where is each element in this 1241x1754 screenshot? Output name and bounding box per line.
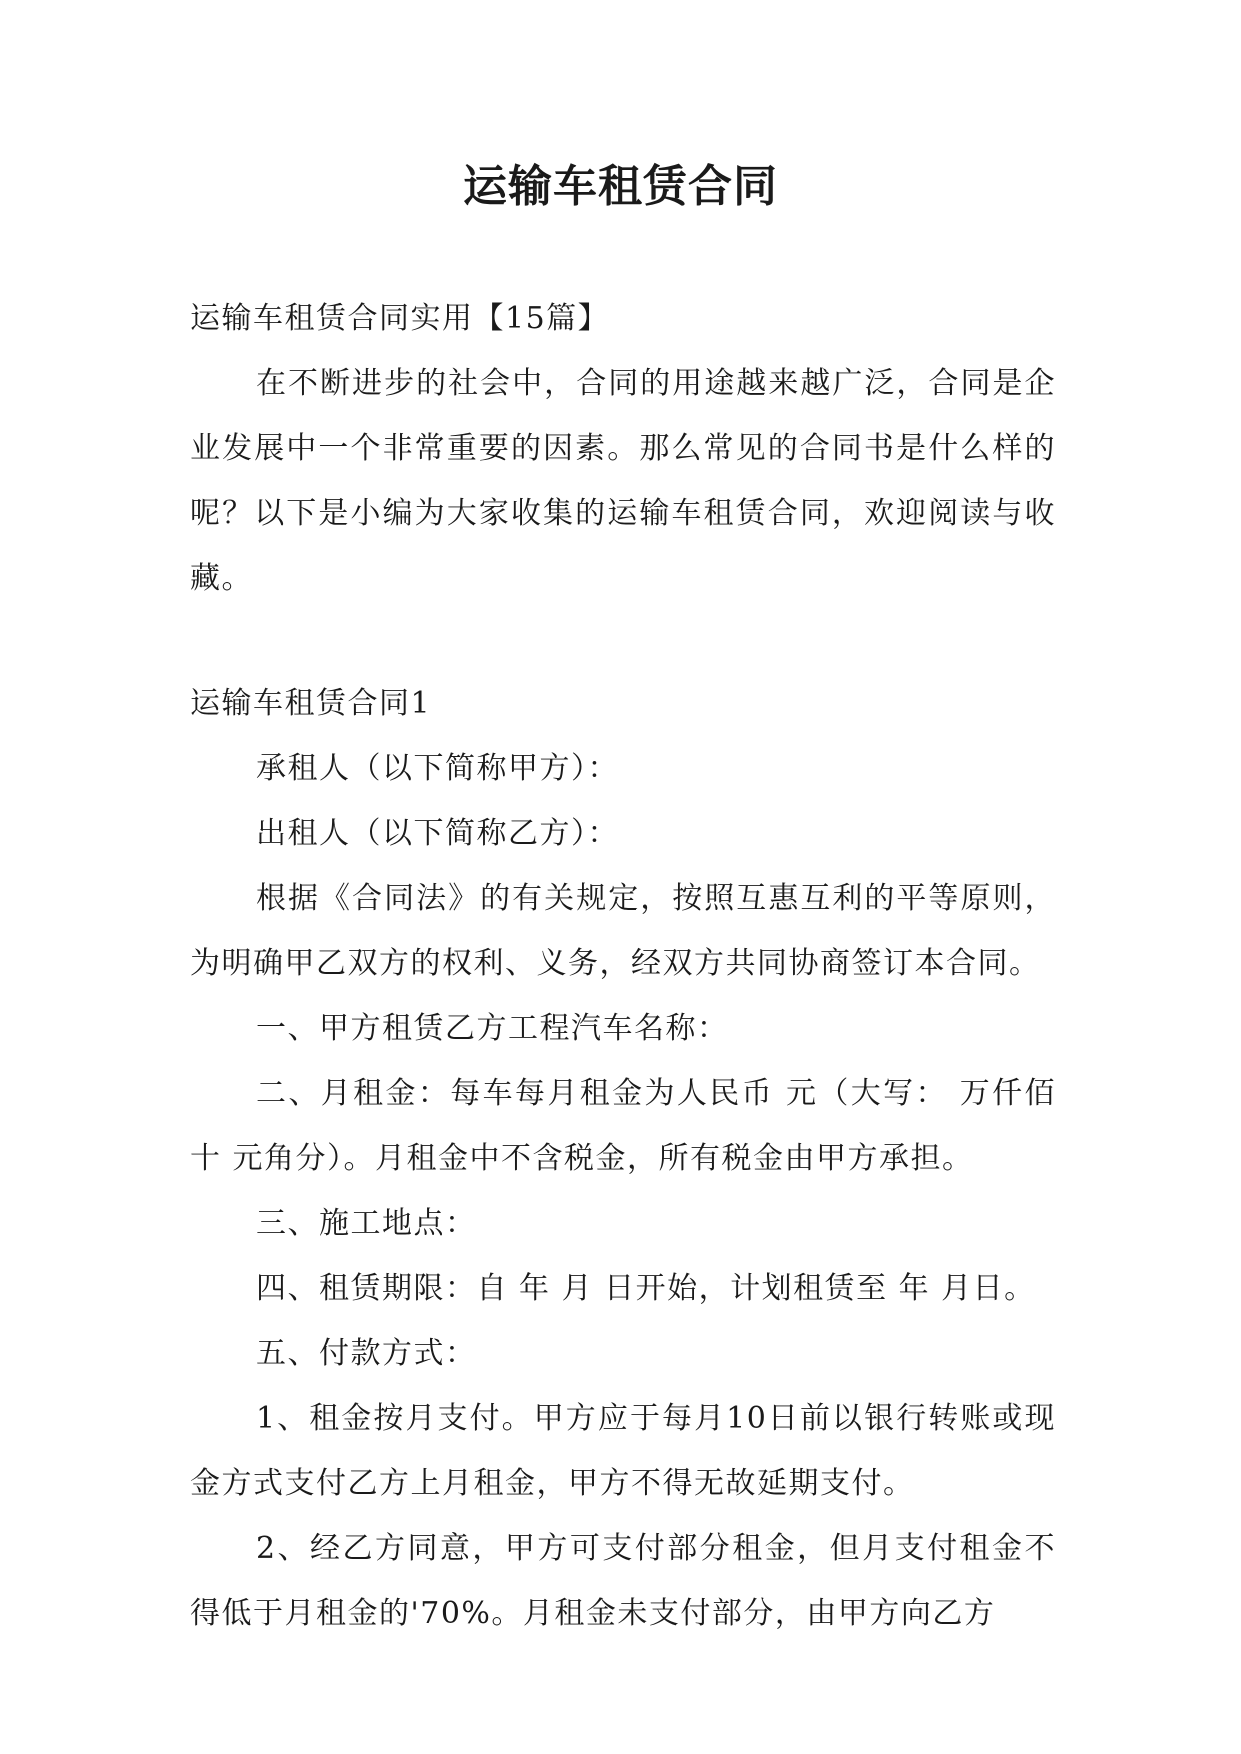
document-title: 运输车租赁合同 xyxy=(463,161,778,212)
clause-lease-term: 四、租赁期限：自 年 月 日开始，计划租赁至 年 月日。 xyxy=(256,1271,1036,1306)
clause-vehicle-name: 一、甲方租赁乙方工程汽车名称： xyxy=(256,1011,729,1046)
payment-item-2: 2、经乙方同意，甲方可支付部分租金，但月支付租金不得低于月租金的'70%。月租金未支付部分，由甲方向乙方 xyxy=(190,1531,1056,1631)
lessee-line: 承租人（以下简称甲方）： xyxy=(256,751,619,786)
document-body xyxy=(190,286,1056,1646)
document-subtitle: 运输车租赁合同实用【15篇】 xyxy=(190,301,610,336)
lessor-line: 出租人（以下简称乙方）： xyxy=(256,816,619,851)
clause-work-site: 三、施工地点： xyxy=(256,1206,477,1241)
payment-item-1: 1、租金按月支付。甲方应于每月10日前以银行转账或现金方式支付乙方上月租金，甲方不得无故延期支付。 xyxy=(190,1401,1056,1501)
clause-payment-method: 五、付款方式： xyxy=(256,1336,477,1371)
clause-monthly-rent: 二、月租金：每车每月租金为人民币 元（大写： 万仟佰十 元角分）。月租金中不含税金，所有税金由甲方承担。 xyxy=(190,1076,1056,1176)
intro-paragraph: 在不断进步的社会中，合同的用途越来越广泛，合同是企业发展中一个非常重要的因素。那么常见的合同书是什么样的呢？以下是小编为大家收集的运输车租赁合同，欢迎阅读与收藏。 xyxy=(190,366,1056,596)
preamble-paragraph: 根据《合同法》的有关规定，按照互惠互利的平等原则，为明确甲乙双方的权利、义务，经双方共同协商签订本合同。 xyxy=(190,881,1056,981)
section-heading: 运输车租赁合同1 xyxy=(190,686,432,721)
